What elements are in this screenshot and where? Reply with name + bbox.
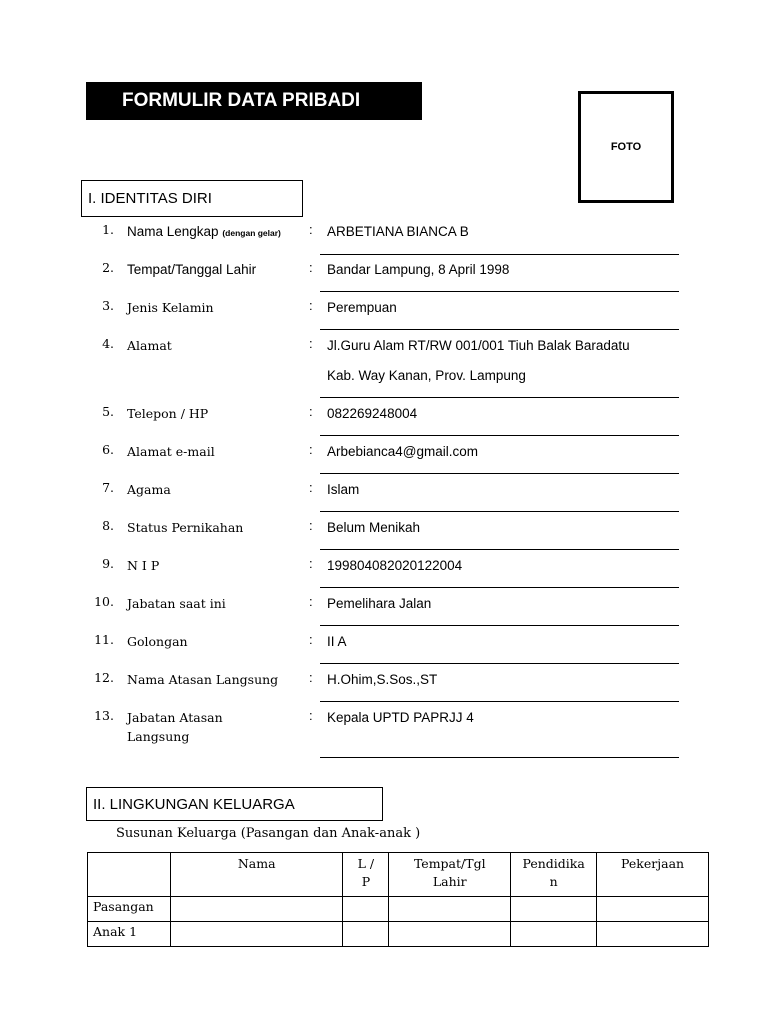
item-colon: : [309, 594, 313, 609]
item-value [327, 404, 417, 423]
item-value-text: H.Ohim,S.Sos.,ST [327, 672, 438, 687]
value-underline [320, 663, 679, 664]
item-label [127, 442, 215, 461]
table-cell[interactable] [511, 897, 597, 922]
item-label [127, 298, 214, 317]
item-label [127, 222, 281, 243]
section-keluarga-title: II. LINGKUNGAN KELUARGA [86, 787, 383, 821]
item-label [127, 632, 188, 651]
item-value-text: Jl.Guru Alam RT/RW 001/001 Tiuh Balak Baradatu [327, 338, 630, 353]
header-cell-blank [88, 853, 171, 897]
item-label [127, 336, 172, 355]
family-table-header [88, 853, 709, 897]
item-label [127, 518, 243, 537]
row-label: Anak 1 [88, 922, 171, 947]
item-label-text: Tempat/Tanggal Lahir [127, 262, 257, 277]
item-colon: : [309, 708, 313, 723]
item-colon: : [309, 442, 313, 457]
family-subtitle: Susunan Keluarga (Pasangan dan Anak-anak ) [116, 826, 421, 841]
table-row [88, 922, 709, 947]
header-cell-nama: Nama [170, 853, 343, 897]
item-value [327, 336, 630, 385]
item-label [127, 260, 256, 279]
item-label-text: Telepon / HP [127, 406, 209, 421]
header-cell-lp: L / P [343, 853, 389, 897]
value-underline [320, 625, 679, 626]
table-cell[interactable] [343, 922, 389, 947]
item-label-text: Jabatan saat ini [127, 596, 226, 611]
item-number: 2. [102, 260, 114, 275]
value-underline [320, 511, 679, 512]
item-colon: : [309, 298, 313, 313]
item-label [127, 594, 226, 613]
item-value-text: II A [327, 634, 347, 649]
item-label-text: Alamat [127, 338, 172, 353]
item-number: 7. [102, 480, 114, 495]
item-colon: : [309, 518, 313, 533]
item-colon: : [309, 632, 313, 647]
item-value [327, 222, 469, 241]
item-value [327, 442, 478, 461]
item-number: 5. [102, 404, 114, 419]
item-value-text: Arbebianca4@gmail.com [327, 444, 479, 459]
value-underline [320, 291, 679, 292]
item-value [327, 298, 397, 317]
item-number: 3. [102, 298, 114, 313]
item-label-text: Nama Atasan Langsung [127, 672, 279, 687]
section-identitas-title: I. IDENTITAS DIRI [81, 180, 303, 217]
item-label-note: (dengan gelar) [222, 228, 281, 238]
table-cell[interactable] [511, 922, 597, 947]
item-value-text: Islam [327, 482, 360, 497]
item-colon: : [309, 222, 313, 237]
value-underline [320, 329, 679, 330]
item-label-text: Jabatan Atasan [127, 710, 223, 725]
item-label-text: Jenis Kelamin [127, 300, 214, 315]
item-label-text: Golongan [127, 634, 188, 649]
item-value-text: Perempuan [327, 300, 397, 315]
item-label-text-line2: Langsung [127, 729, 190, 744]
item-value-text: Kepala UPTD PAPRJJ 4 [327, 710, 474, 725]
item-label-text: N I P [127, 558, 160, 573]
table-cell[interactable] [597, 897, 709, 922]
table-cell[interactable] [389, 922, 511, 947]
table-cell[interactable] [343, 897, 389, 922]
item-number: 6. [102, 442, 114, 457]
item-value [327, 632, 347, 651]
item-label [127, 670, 278, 689]
item-label-text: Agama [127, 482, 171, 497]
item-value [327, 518, 420, 537]
item-number: 4. [102, 336, 114, 351]
item-colon: : [309, 670, 313, 685]
item-colon: : [309, 404, 313, 419]
value-underline [320, 473, 679, 474]
table-row [88, 897, 709, 922]
photo-placeholder [578, 91, 674, 203]
item-value-text: 199804082020122004 [327, 558, 463, 573]
item-label-text: Nama Lengkap [127, 224, 219, 239]
item-value-text: Belum Menikah [327, 520, 421, 535]
value-underline [320, 435, 679, 436]
row-label: Pasangan [88, 897, 171, 922]
item-value-text: ARBETIANA BIANCA B [327, 224, 469, 239]
item-number: 12. [94, 670, 114, 685]
table-cell[interactable] [170, 922, 343, 947]
item-number: 1. [102, 222, 114, 237]
item-label [127, 708, 223, 746]
item-value [327, 480, 359, 499]
item-label [127, 556, 159, 575]
table-cell[interactable] [597, 922, 709, 947]
item-value-text-line2: Kab. Way Kanan, Prov. Lampung [327, 368, 526, 383]
item-number: 13. [94, 708, 114, 723]
item-value [327, 260, 509, 279]
header-cell-pekerjaan: Pekerjaan [597, 853, 709, 897]
photo-label: FOTO [610, 141, 642, 153]
item-value [327, 670, 437, 689]
item-colon: : [309, 480, 313, 495]
value-underline [320, 397, 679, 398]
item-value-text: Pemelihara Jalan [327, 596, 432, 611]
header-cell-tempat-lahir: Tempat/Tgl Lahir [389, 853, 511, 897]
item-number: 9. [102, 556, 114, 571]
table-cell[interactable] [389, 897, 511, 922]
item-colon: : [309, 260, 313, 275]
item-value [327, 594, 431, 613]
value-underline [320, 254, 679, 255]
item-number: 10. [94, 594, 114, 609]
value-underline [320, 757, 679, 758]
family-table [87, 852, 709, 947]
item-label [127, 480, 171, 499]
table-cell[interactable] [170, 897, 343, 922]
item-label-text: Status Pernikahan [127, 520, 244, 535]
value-underline [320, 549, 679, 550]
item-colon: : [309, 336, 313, 351]
value-underline [320, 587, 679, 588]
item-number: 11. [94, 632, 114, 647]
item-colon: : [309, 556, 313, 571]
item-value-text: Bandar Lampung, 8 April 1998 [327, 262, 510, 277]
item-value [327, 556, 462, 575]
item-label-text: Alamat e-mail [127, 444, 215, 459]
form-title: FORMULIR DATA PRIBADI [86, 82, 422, 120]
header-cell-pendidikan: Pendidika n [511, 853, 597, 897]
item-value-text: 082269248004 [327, 406, 418, 421]
item-number: 8. [102, 518, 114, 533]
item-value [327, 708, 474, 727]
value-underline [320, 701, 679, 702]
item-label [127, 404, 208, 423]
